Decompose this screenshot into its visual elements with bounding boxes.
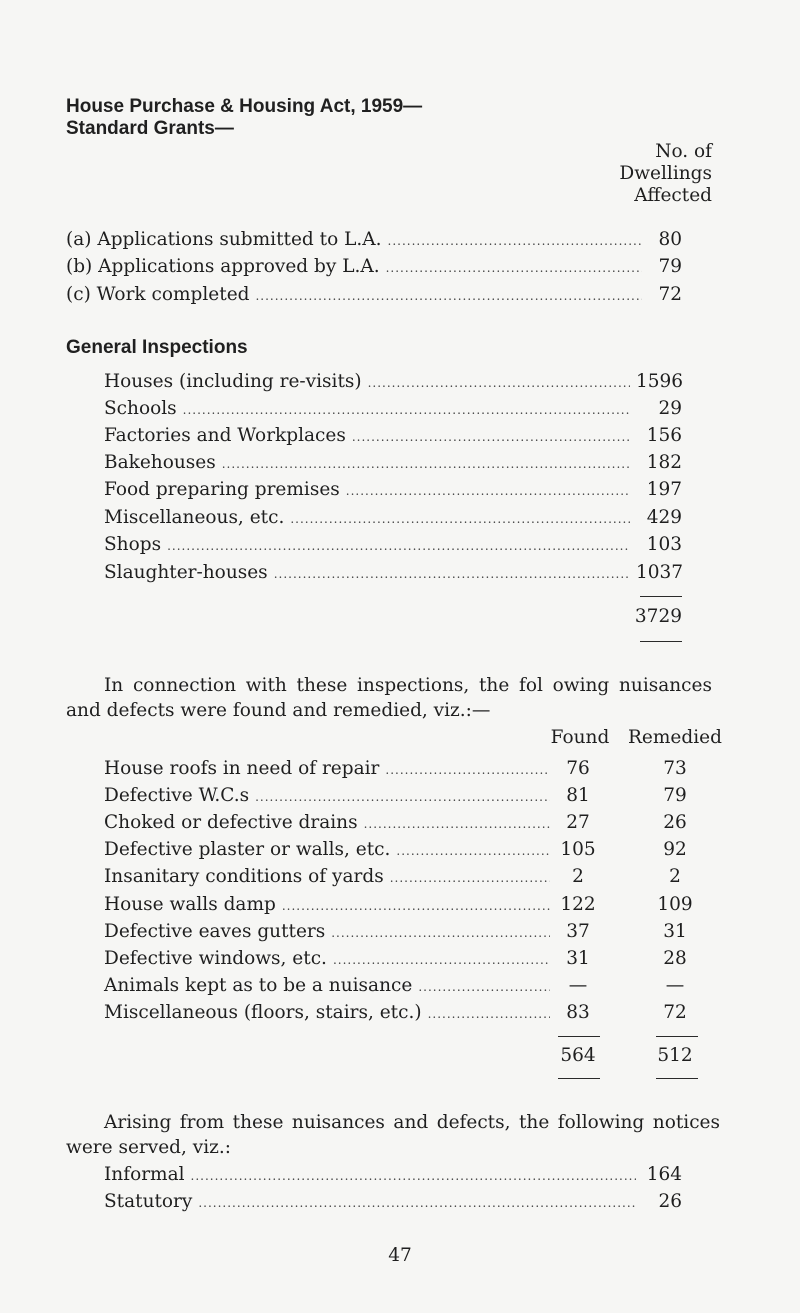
leader-dots: [364, 812, 550, 835]
leader-dots: [183, 398, 630, 421]
nuisance-row: [104, 894, 556, 916]
inspection-value: 29: [658, 398, 682, 419]
grants-column-header: [600, 141, 712, 207]
nuisance-row: [104, 785, 556, 807]
notice-value: 26: [658, 1191, 682, 1212]
grants-row-value: 72: [658, 284, 682, 305]
leader-dots: [167, 534, 630, 557]
inspection-value: 197: [646, 479, 682, 500]
leader-dots: [418, 975, 550, 998]
inspection-row: [104, 371, 682, 393]
grants-row-label: (c) Work completed: [66, 284, 250, 305]
remedied-value: 2: [669, 866, 681, 887]
inspection-value: 156: [646, 425, 682, 446]
inspection-label: Schools: [104, 398, 177, 419]
total-rule: [656, 1036, 698, 1037]
notice-value: 164: [646, 1164, 682, 1185]
leader-dots: [346, 479, 630, 502]
remedied-value: 26: [663, 812, 687, 833]
found-value: 27: [566, 812, 590, 833]
inspection-value: 429: [646, 507, 682, 528]
leader-dots: [333, 948, 550, 971]
leader-dots: [255, 785, 550, 808]
leader-dots: [368, 371, 630, 394]
notice-label: Informal: [104, 1164, 185, 1185]
inspection-row: [104, 398, 682, 420]
found-column-header: Found: [550, 727, 610, 748]
leader-dots: [390, 866, 550, 889]
remedied-value: 28: [663, 948, 687, 969]
nuisance-label: Defective windows, etc.: [104, 948, 327, 969]
remedied-value: —: [665, 975, 685, 996]
remedied-value: 31: [663, 921, 687, 942]
inspection-value: 1596: [636, 371, 684, 392]
leader-dots: [191, 1164, 636, 1187]
remedied-value: 72: [663, 1002, 687, 1023]
nuisance-row: [104, 812, 556, 834]
nuisance-label: Miscellaneous (floors, stairs, etc.): [104, 1002, 422, 1023]
nuisance-label: Defective W.C.s: [104, 785, 250, 806]
leader-dots: [222, 452, 630, 475]
inspection-label: Shops: [104, 534, 162, 555]
inspection-label: Houses (including re-visits): [104, 371, 362, 392]
nuisance-label: Defective eaves gutters: [104, 921, 326, 942]
remedied-total: 512: [657, 1045, 693, 1066]
inspection-label: Slaughter-houses: [104, 562, 268, 583]
nuisance-label: Animals kept as to be a nuisance: [104, 975, 413, 996]
leader-dots: [388, 229, 642, 252]
grants-row-value: 80: [658, 229, 682, 250]
inspection-label: Miscellaneous, etc.: [104, 507, 285, 528]
grants-header-line: Dwellings: [619, 163, 712, 184]
leader-dots: [331, 921, 550, 944]
notice-row: [104, 1191, 682, 1213]
total-rule: [558, 1036, 600, 1037]
remedied-value: 109: [657, 894, 693, 915]
notices-intro: Arising from these nuisances and defects, the following notices were served, viz.:: [66, 1112, 720, 1158]
inspection-row: [104, 562, 682, 584]
total-rule: [558, 1078, 600, 1079]
nuisance-row: [104, 758, 556, 780]
total-rule: [656, 1078, 698, 1079]
grants-row-label: (a) Applications submitted to L.A.: [66, 229, 382, 250]
inspection-row: [104, 507, 682, 529]
inspection-row: [104, 479, 682, 501]
grants-header-line: No. of: [655, 141, 712, 162]
nuisance-label: Defective plaster or walls, etc.: [104, 839, 391, 860]
inspection-value: 1037: [636, 562, 684, 583]
total-rule: [640, 596, 682, 597]
found-total: 564: [560, 1045, 596, 1066]
inspection-row: [104, 534, 682, 556]
found-value: 122: [560, 894, 596, 915]
inspection-label: Bakehouses: [104, 452, 216, 473]
nuisances-intro: In connection with these inspections, the fol owing nuisances and defects were found and remedied, viz.:—: [66, 675, 712, 721]
nuisance-label: House roofs in need of repair: [104, 758, 380, 779]
nuisance-label: Insanitary conditions of yards: [104, 866, 384, 887]
remedied-value: 92: [663, 839, 687, 860]
leader-dots: [290, 507, 630, 530]
found-value: 83: [566, 1002, 590, 1023]
found-value: 31: [566, 948, 590, 969]
nuisance-label: House walls damp: [104, 894, 276, 915]
found-value: —: [568, 975, 588, 996]
found-value: 37: [566, 921, 590, 942]
leader-dots: [282, 894, 550, 917]
inspection-value: 103: [646, 534, 682, 555]
section-subtitle: Standard Grants—: [66, 118, 234, 139]
nuisance-row: [104, 866, 556, 888]
grants-row: [66, 229, 682, 251]
nuisance-row: [104, 948, 556, 970]
nuisance-label: Choked or defective drains: [104, 812, 358, 833]
total-rule: [640, 641, 682, 642]
found-value: 76: [566, 758, 590, 779]
section-title: House Purchase & Housing Act, 1959—: [66, 96, 423, 117]
found-value: 81: [566, 785, 590, 806]
grants-row-value: 79: [658, 256, 682, 277]
nuisance-row: [104, 1002, 556, 1024]
remedied-value: 73: [663, 758, 687, 779]
leader-dots: [274, 562, 630, 585]
leader-dots: [428, 1002, 550, 1025]
remedied-value: 79: [663, 785, 687, 806]
grants-row: [66, 284, 682, 306]
remedied-column-header: Remedied: [628, 727, 722, 748]
leader-dots: [396, 839, 550, 862]
inspection-label: Factories and Workplaces: [104, 425, 346, 446]
grants-row-label: (b) Applications approved by L.A.: [66, 256, 380, 277]
leader-dots: [198, 1191, 636, 1214]
inspections-heading: General Inspections: [66, 337, 248, 358]
inspection-value: 182: [646, 452, 682, 473]
leader-dots: [352, 425, 630, 448]
leader-dots: [386, 256, 642, 279]
grants-header-line: Affected: [634, 185, 712, 206]
notice-row: [104, 1164, 682, 1186]
inspections-total: 3729: [634, 606, 682, 627]
nuisance-row: [104, 975, 556, 997]
nuisance-row: [104, 839, 556, 861]
leader-dots: [385, 758, 550, 781]
notice-label: Statutory: [104, 1191, 193, 1212]
nuisance-row: [104, 921, 556, 943]
leader-dots: [255, 284, 642, 307]
found-value: 105: [560, 839, 596, 860]
inspection-label: Food preparing premises: [104, 479, 340, 500]
page-number: 47: [388, 1245, 412, 1266]
grants-row: [66, 256, 682, 278]
inspection-row: [104, 425, 682, 447]
inspection-row: [104, 452, 682, 474]
found-value: 2: [572, 866, 584, 887]
